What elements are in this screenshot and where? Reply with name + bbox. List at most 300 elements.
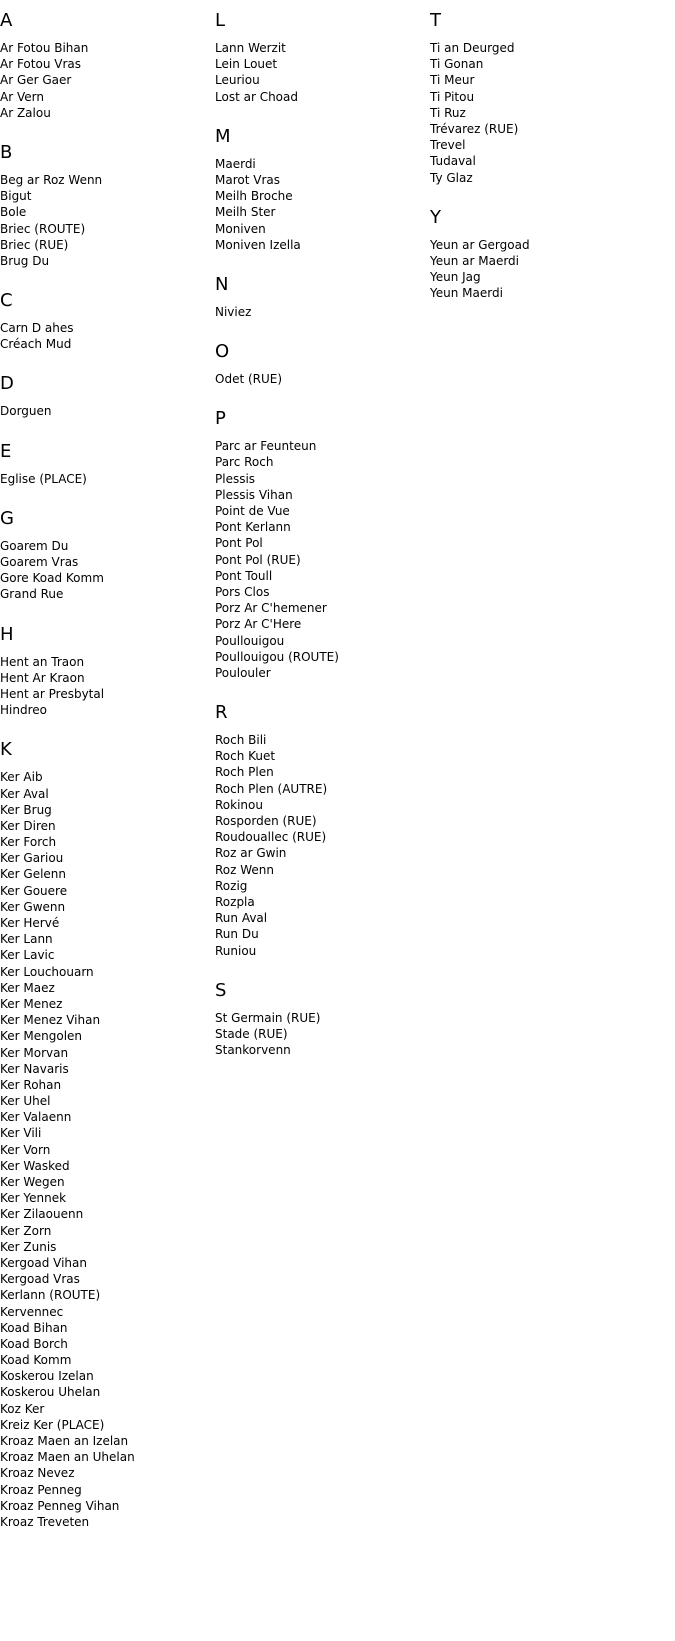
street-link[interactable]: Ar Vern [0,89,44,104]
list-item [0,1287,215,1303]
list-item [0,72,215,88]
list-item [0,834,215,850]
street-column-3 [430,10,645,322]
street-link[interactable]: Grand Rue [0,587,64,602]
street-link[interactable]: Roz Wenn [215,862,275,877]
street-link[interactable]: Moniven [215,221,266,236]
street-link[interactable]: Yeun ar Gergoad [430,237,530,252]
street-list [0,471,215,487]
street-link[interactable]: Koad Borch [0,1336,68,1351]
street-link[interactable]: Meilh Ster [215,205,276,220]
list-item [0,586,215,602]
street-link[interactable]: Ar Fotou Bihan [0,41,89,55]
street-link[interactable]: Parc Roch [215,455,274,470]
list-item [0,702,215,718]
street-link[interactable]: Ker Gwenn [0,899,66,914]
street-link[interactable]: Kergoad Vihan [0,1255,87,1270]
street-link[interactable]: Ker Zunis [0,1239,57,1254]
list-item [0,570,215,586]
list-item [0,786,215,802]
letter-heading: G [0,507,14,529]
letter-group-n [215,274,430,320]
street-link[interactable]: Carn D ahes [0,321,74,336]
street-link[interactable]: Ti Ruz [430,105,466,120]
list-item [215,188,430,204]
street-link[interactable]: Ker Aval [0,786,49,801]
letter-group-g [0,508,215,603]
street-link[interactable]: Pont Toull [215,568,273,583]
list-item [0,237,215,253]
street-link[interactable]: Ker Brug [0,802,52,817]
list-item [215,221,430,237]
street-link[interactable]: Trévarez (RUE) [430,121,519,136]
list-item [0,866,215,882]
street-column-1 [0,10,215,1551]
letter-group-h [0,624,215,719]
list-item [215,1010,430,1026]
list-item [215,616,430,632]
letter-heading: A [0,10,13,31]
street-link[interactable]: Bole [0,205,27,220]
street-link[interactable]: Yeun Jag [430,270,481,285]
list-item [430,253,645,269]
letter-group-t [430,10,645,186]
list-item [430,121,645,137]
list-item [215,894,430,910]
list-item [215,503,430,519]
letter-group-m [215,126,430,253]
list-item [215,552,430,568]
street-link[interactable]: Roch Plen [215,765,274,780]
list-item [215,649,430,665]
letter-heading: Y [430,206,441,228]
street-link[interactable]: Run Du [215,927,259,942]
street-link[interactable]: Koad Komm [0,1353,72,1368]
street-link[interactable]: Ti an Deurged [430,41,515,55]
street-link[interactable]: Poullouigou (ROUTE) [215,649,339,664]
letter-group-o [215,341,430,387]
list-item [0,1190,215,1206]
letter-heading: H [0,623,14,645]
street-list [215,156,430,253]
street-link[interactable]: St Germain (RUE) [215,1010,321,1025]
list-item [0,1401,215,1417]
street-link[interactable]: Yeun ar Maerdi [430,253,520,268]
street-list [0,172,215,269]
street-list [0,40,215,121]
list-item [215,797,430,813]
list-item [0,1320,215,1336]
street-link[interactable]: Ker Wasked [0,1158,70,1173]
street-link[interactable]: Rosporden (RUE) [215,814,317,828]
letter-heading: C [0,290,13,312]
list-item [0,89,215,105]
list-item [0,964,215,980]
list-item [0,1271,215,1287]
street-link[interactable]: Goarem Du [0,538,69,553]
street-link[interactable]: Plessis Vihan [215,487,293,502]
street-link[interactable]: Parc ar Feunteun [215,439,317,454]
list-item [215,665,430,681]
street-link[interactable]: Stankorvenn [215,1043,291,1058]
list-item [215,519,430,535]
list-item [0,899,215,915]
street-link[interactable]: Rozig [215,878,248,893]
list-item [0,1417,215,1433]
list-item [0,1433,215,1449]
list-item [215,845,430,861]
street-link[interactable]: Beg ar Roz Wenn [0,172,103,187]
street-link[interactable]: Tudaval [430,154,476,169]
list-item [0,253,215,269]
list-item [430,56,645,72]
list-item [0,802,215,818]
street-link[interactable]: Bigut [0,189,32,204]
list-item [0,883,215,899]
list-item [0,670,215,686]
street-link[interactable]: Ker Maez [0,980,55,995]
list-item [0,769,215,785]
list-item [0,554,215,570]
list-item [215,829,430,845]
street-list [0,654,215,719]
letter-group-y [430,207,645,302]
street-link[interactable]: Briec (ROUTE) [0,221,86,236]
street-link[interactable]: Plessis [215,471,256,486]
street-link[interactable]: Leuriou [215,73,260,88]
list-item [215,471,430,487]
street-link[interactable]: Roz ar Gwin [215,846,287,861]
list-item [0,850,215,866]
list-item [215,454,430,470]
list-item [0,1304,215,1320]
list-item [215,40,430,56]
street-link[interactable]: Ti Meur [430,73,475,88]
street-link[interactable]: Roch Plen (AUTRE) [215,781,328,796]
list-item [0,1093,215,1109]
list-item [430,89,645,105]
street-link[interactable]: Ar Zalou [0,105,51,120]
street-link[interactable]: Rozpla [215,894,255,909]
list-item [215,1026,430,1042]
street-list [215,304,430,320]
street-link[interactable]: Niviez [215,304,252,319]
list-item [215,748,430,764]
list-item [215,204,430,220]
list-item [0,1514,215,1530]
list-item [0,1465,215,1481]
street-link[interactable]: Gore Koad Komm [0,571,104,586]
list-item [0,1255,215,1271]
street-link[interactable]: Porz Ar C'Here [215,617,302,632]
list-item [0,320,215,336]
street-link[interactable]: Run Aval [215,911,268,926]
list-item [0,336,215,352]
street-link[interactable]: Trevel [430,138,466,153]
list-item [0,947,215,963]
list-item [430,153,645,169]
street-list [0,538,215,603]
street-link[interactable]: Odet (RUE) [215,372,283,387]
street-link[interactable]: Ker Rohan [0,1077,62,1092]
street-link[interactable]: Ker Vorn [0,1142,51,1157]
street-link[interactable]: Pont Pol [215,536,263,551]
list-item [215,438,430,454]
street-link[interactable]: Kroaz Nevez [0,1466,75,1481]
street-link[interactable]: Ker Lavic [0,948,55,963]
list-item [215,764,430,780]
list-item [0,1449,215,1465]
street-link[interactable]: Ty Glaz [430,170,473,185]
letter-group-l [215,10,430,105]
list-item [215,926,430,942]
street-link[interactable]: Yeun Maerdi [430,286,503,301]
street-link[interactable]: Moniven Izella [215,237,301,252]
street-link[interactable]: Briec (RUE) [0,237,69,252]
list-item [0,1158,215,1174]
street-link[interactable]: Ti Pitou [430,89,475,104]
letter-heading: L [215,10,226,31]
street-link[interactable]: Hent an Traon [0,654,85,669]
list-item [430,269,645,285]
list-item [215,1042,430,1058]
street-link[interactable]: Kroaz Maen an Izelan [0,1434,129,1448]
street-link[interactable]: Maerdi [215,156,256,171]
list-item [0,915,215,931]
list-item [430,72,645,88]
list-item [0,1368,215,1384]
letter-heading: O [215,341,230,363]
list-item [0,1384,215,1400]
list-item [0,1239,215,1255]
street-link[interactable]: Ker Lann [0,932,53,947]
list-item [430,40,645,56]
letter-heading: T [430,10,441,31]
street-link[interactable]: Kergoad Vras [0,1272,80,1287]
list-item [0,403,215,419]
street-link[interactable]: Ker Louchouarn [0,964,94,979]
street-link[interactable]: Pont Pol (RUE) [215,552,301,567]
street-link[interactable]: Créach Mud [0,337,72,352]
list-item [430,237,645,253]
street-link[interactable]: Ker Gouere [0,883,68,898]
street-link[interactable]: Kroaz Treveten [0,1514,90,1529]
letter-group-b [0,142,215,269]
street-link[interactable]: Lost ar Choad [215,89,298,104]
list-item [0,1077,215,1093]
street-link[interactable]: Ar Fotou Vras [0,57,81,72]
list-item [430,137,645,153]
list-item [0,1223,215,1239]
list-item [0,1028,215,1044]
street-link[interactable]: Kervennec [0,1304,64,1319]
street-link[interactable]: Roch Kuet [215,749,276,764]
list-item [0,56,215,72]
list-item [215,600,430,616]
street-list [215,438,430,681]
letter-heading: N [215,273,229,295]
street-link[interactable]: Koad Bihan [0,1320,68,1335]
street-link[interactable]: Ker Menez Vihan [0,1013,101,1028]
list-item [0,686,215,702]
list-item [0,980,215,996]
street-link[interactable]: Koskerou Izelan [0,1369,94,1384]
list-item [0,204,215,220]
street-list [0,403,215,419]
list-item [215,172,430,188]
letter-heading: S [215,979,227,1001]
street-link[interactable]: Point de Vue [215,504,290,518]
street-list [215,40,430,105]
street-link[interactable]: Ker Gelenn [0,867,67,882]
list-item [215,304,430,320]
street-link[interactable]: Ti Gonan [430,57,484,72]
street-link[interactable]: Ker Valaenn [0,1110,72,1125]
list-item [0,40,215,56]
street-link[interactable]: Ker Yennek [0,1191,67,1206]
list-item [215,943,430,959]
letter-group-k [0,739,215,1530]
list-item [0,538,215,554]
street-link[interactable]: Kerlann (ROUTE) [0,1288,101,1303]
street-link[interactable]: Ker Uhel [0,1094,51,1109]
list-item [0,996,215,1012]
street-list [215,371,430,387]
letter-heading: D [0,373,14,395]
street-link[interactable]: Roudouallec (RUE) [215,830,327,845]
street-link[interactable]: Hindreo [0,703,47,718]
street-link[interactable]: Goarem Vras [0,555,79,569]
list-item [0,1206,215,1222]
list-item [215,237,430,253]
list-item [0,818,215,834]
street-link[interactable]: Porz Ar C'hemener [215,601,327,616]
street-link[interactable]: Pors Clos [215,584,270,599]
list-item [0,1061,215,1077]
street-list [430,40,645,186]
list-item [0,172,215,188]
street-link[interactable]: Koz Ker [0,1401,45,1416]
street-link[interactable]: Ker Diren [0,818,56,833]
list-item [0,931,215,947]
street-link[interactable]: Lein Louet [215,57,278,72]
list-item [215,89,430,105]
street-link[interactable]: Lann Werzit [215,41,286,55]
letter-heading: P [215,408,226,430]
street-link[interactable]: Pont Kerlann [215,520,291,535]
letter-heading: K [0,739,12,761]
list-item [0,1142,215,1158]
list-item [215,156,430,172]
street-list [0,320,215,352]
street-link[interactable]: Brug Du [0,253,50,268]
street-link[interactable]: Stade (RUE) [215,1026,288,1041]
street-link[interactable]: Kroaz Penneg Vihan [0,1498,120,1513]
street-column-2 [215,10,430,1079]
street-list [215,1010,430,1059]
street-link[interactable]: Eglise (PLACE) [0,471,87,486]
list-item [215,568,430,584]
list-item [215,487,430,503]
letter-heading: R [215,702,228,724]
list-item [215,633,430,649]
street-link[interactable]: Poullouigou [215,633,285,648]
street-link[interactable]: Ker Wegen [0,1175,65,1189]
list-item [0,1045,215,1061]
street-link[interactable]: Ker Zilaouenn [0,1207,84,1222]
street-link[interactable]: Ker Zorn [0,1223,52,1238]
street-link[interactable]: Koskerou Uhelan [0,1385,101,1400]
list-item [0,1498,215,1514]
list-item [430,105,645,121]
street-list [215,732,430,959]
list-item [215,535,430,551]
street-link[interactable]: Dorguen [0,404,52,419]
list-item [0,471,215,487]
street-list [0,769,215,1530]
list-item [215,813,430,829]
letter-group-e [0,441,215,487]
list-item [215,584,430,600]
list-item [0,1109,215,1125]
list-item [0,1125,215,1141]
list-item [0,1174,215,1190]
street-link[interactable]: Rokinou [215,797,263,812]
street-link[interactable]: Ker Menez [0,996,63,1011]
list-item [215,878,430,894]
street-link[interactable]: Roch Bili [215,733,267,748]
letter-group-a [0,10,215,121]
list-item [215,371,430,387]
list-item [430,285,645,301]
letter-group-d [0,373,215,419]
list-item [0,1012,215,1028]
street-link[interactable]: Hent ar Presbytal [0,686,105,701]
letter-group-s [215,980,430,1059]
list-item [0,1352,215,1368]
list-item [215,732,430,748]
street-link[interactable]: Ker Navaris [0,1061,69,1076]
street-link[interactable]: Hent Ar Kraon [0,670,85,685]
list-item [215,56,430,72]
street-link[interactable]: Kreiz Ker (PLACE) [0,1417,105,1432]
list-item [0,1482,215,1498]
letter-heading: E [0,440,12,462]
street-link[interactable]: Ker Hervé [0,916,60,930]
street-link[interactable]: Kroaz Maen an Uhelan [0,1450,135,1465]
street-link[interactable]: Ker Gariou [0,851,64,866]
street-link[interactable]: Ker Morvan [0,1045,69,1060]
street-link[interactable]: Poulouler [215,665,271,680]
street-link[interactable]: Ker Forch [0,835,57,850]
letter-group-p [215,408,430,681]
list-item [0,654,215,670]
list-item [0,221,215,237]
street-link[interactable]: Ker Aib [0,770,43,785]
street-link[interactable]: Marot Vras [215,172,280,187]
list-item [215,72,430,88]
letter-group-c [0,290,215,352]
street-link[interactable]: Ker Vili [0,1126,42,1141]
street-link[interactable]: Ker Mengolen [0,1029,83,1044]
list-item [215,862,430,878]
letter-heading: B [0,141,13,163]
letter-group-r [215,702,430,959]
street-link[interactable]: Kroaz Penneg [0,1482,82,1497]
street-link[interactable]: Meilh Broche [215,189,293,204]
street-link[interactable]: Runiou [215,943,257,958]
street-link[interactable]: Ar Ger Gaer [0,73,72,88]
